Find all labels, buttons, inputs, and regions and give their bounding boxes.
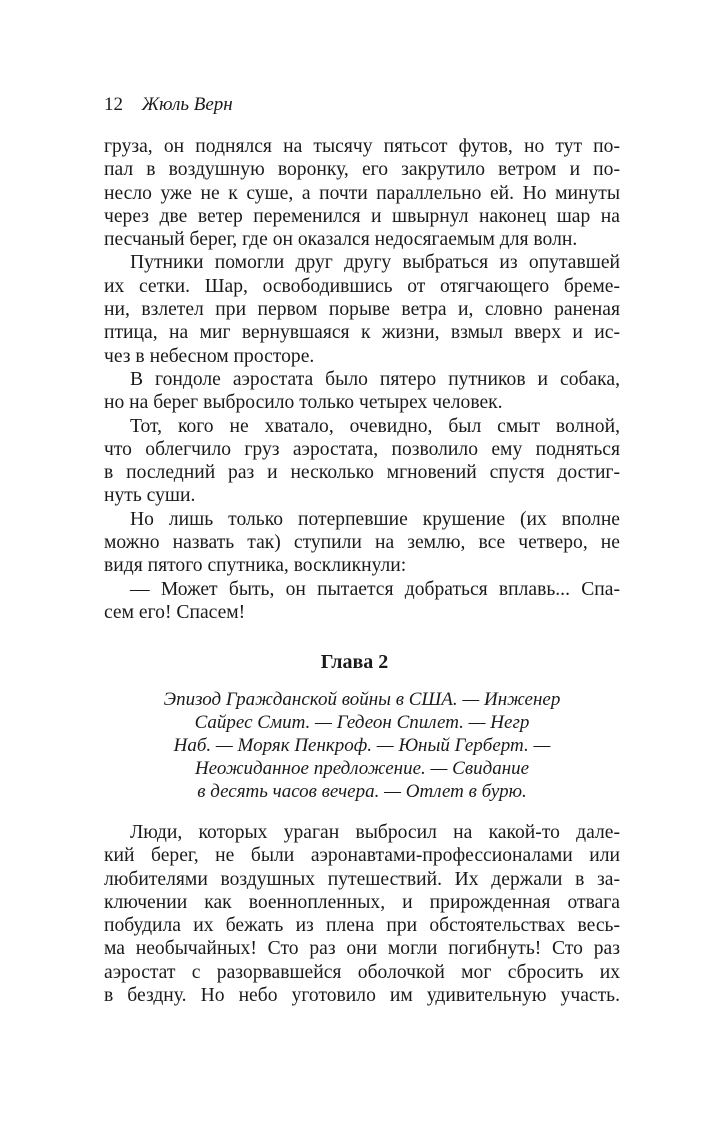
text-line: чез в небесном просторе. [104, 345, 315, 367]
page-number: 12 [104, 94, 123, 115]
text-line: через две ветер переменился и швырнул наконец шар на [104, 205, 620, 227]
text-line: ключении как военнопленных, и прирожденная отвага [104, 891, 620, 913]
chapter-title: Глава 2 [320, 651, 389, 673]
text-line: видя пятого спутника, воскликнули: [104, 555, 407, 577]
text-line: ма необычайных! Сто раз они могли погибнуть! Сто раз [104, 938, 620, 960]
text-line: Люди, которых ураган выбросил на какой-то дале- [130, 822, 620, 843]
text-line: любителями воздушных путешествий. Их держали в за- [104, 868, 620, 890]
running-head [104, 94, 233, 116]
synopsis-line: в десять часов вечера. — Отлет в бурю. [197, 781, 527, 802]
body-text-section-2 [104, 821, 620, 1007]
paragraph [104, 415, 620, 508]
text-line: груза, он поднялся на тысячу пятьсот футов, но тут по- [104, 136, 620, 157]
text-line: Путники помогли друг другу выбраться из опутавшей [130, 252, 620, 274]
text-line: Тот, кого не хватало, очевидно, был смыт волной, [130, 415, 620, 437]
text-line: сем его! Спасем! [104, 601, 246, 623]
text-line: что облегчило груз аэростата, позволило ему подняться [104, 438, 620, 460]
text-line: нуть суши. [104, 485, 196, 507]
paragraph [104, 578, 620, 625]
paragraph [104, 251, 620, 367]
paragraph [104, 135, 620, 251]
text-line: пал в воздушную воронку, его закрутило ветром и по- [104, 159, 620, 181]
paragraph [104, 821, 620, 1007]
synopsis-line: Сайрес Смит. — Гедеон Спилет. — Негр [194, 712, 530, 733]
paragraph [104, 368, 620, 415]
text-line: птица, на миг вернувшаяся к жизни, взмыл вверх и ис- [104, 322, 620, 344]
text-line: можно назвать так) ступили на землю, все четверо, не [104, 532, 620, 554]
text-line: в последний раз и несколько мгновений спустя достиг- [104, 462, 620, 484]
text-line: Но лишь только потерпевшие крушение (их вполне [130, 508, 620, 530]
text-line: В гондоле аэростата было пятеро путников и собака, [130, 368, 620, 390]
running-head-author: Жюль Верн [141, 94, 233, 115]
text-line: аэростат с разорвавшейся оболочкой мог сбросить их [104, 961, 620, 983]
synopsis-line: Наб. — Моряк Пенкроф. — Юный Герберт. — [173, 735, 551, 756]
text-line: несло уже не к суше, а почти параллельно ей. Но минуты [104, 182, 620, 204]
synopsis-line: Эпизод Гражданской войны в США. — Инженер [163, 689, 561, 710]
text-line: песчаный берег, где он оказался недосягаемым для волн. [104, 229, 578, 251]
text-line: ни, взлетел при первом порыве ветра и, словно раненая [104, 299, 620, 321]
text-line: их сетки. Шар, освободившись от отягчающего бреме- [104, 275, 620, 297]
synopsis-line: Неожиданное предложение. — Свидание [194, 758, 530, 779]
text-line: — Может быть, он пытается добраться вплавь... Спа- [130, 578, 620, 600]
body-text-section-1 [104, 135, 620, 624]
text-line: кий берег, не были аэронавтами-профессионалами или [104, 845, 620, 867]
text-line: но на берег выбросило только четырех человек. [104, 392, 503, 414]
text-line: побудила их бежать из плена при обстоятельствах весь- [104, 915, 620, 937]
chapter-synopsis [104, 688, 620, 803]
paragraph [104, 508, 620, 578]
text-line: в бездну. Но небо уготовило им удивительную участь. [104, 985, 620, 1007]
